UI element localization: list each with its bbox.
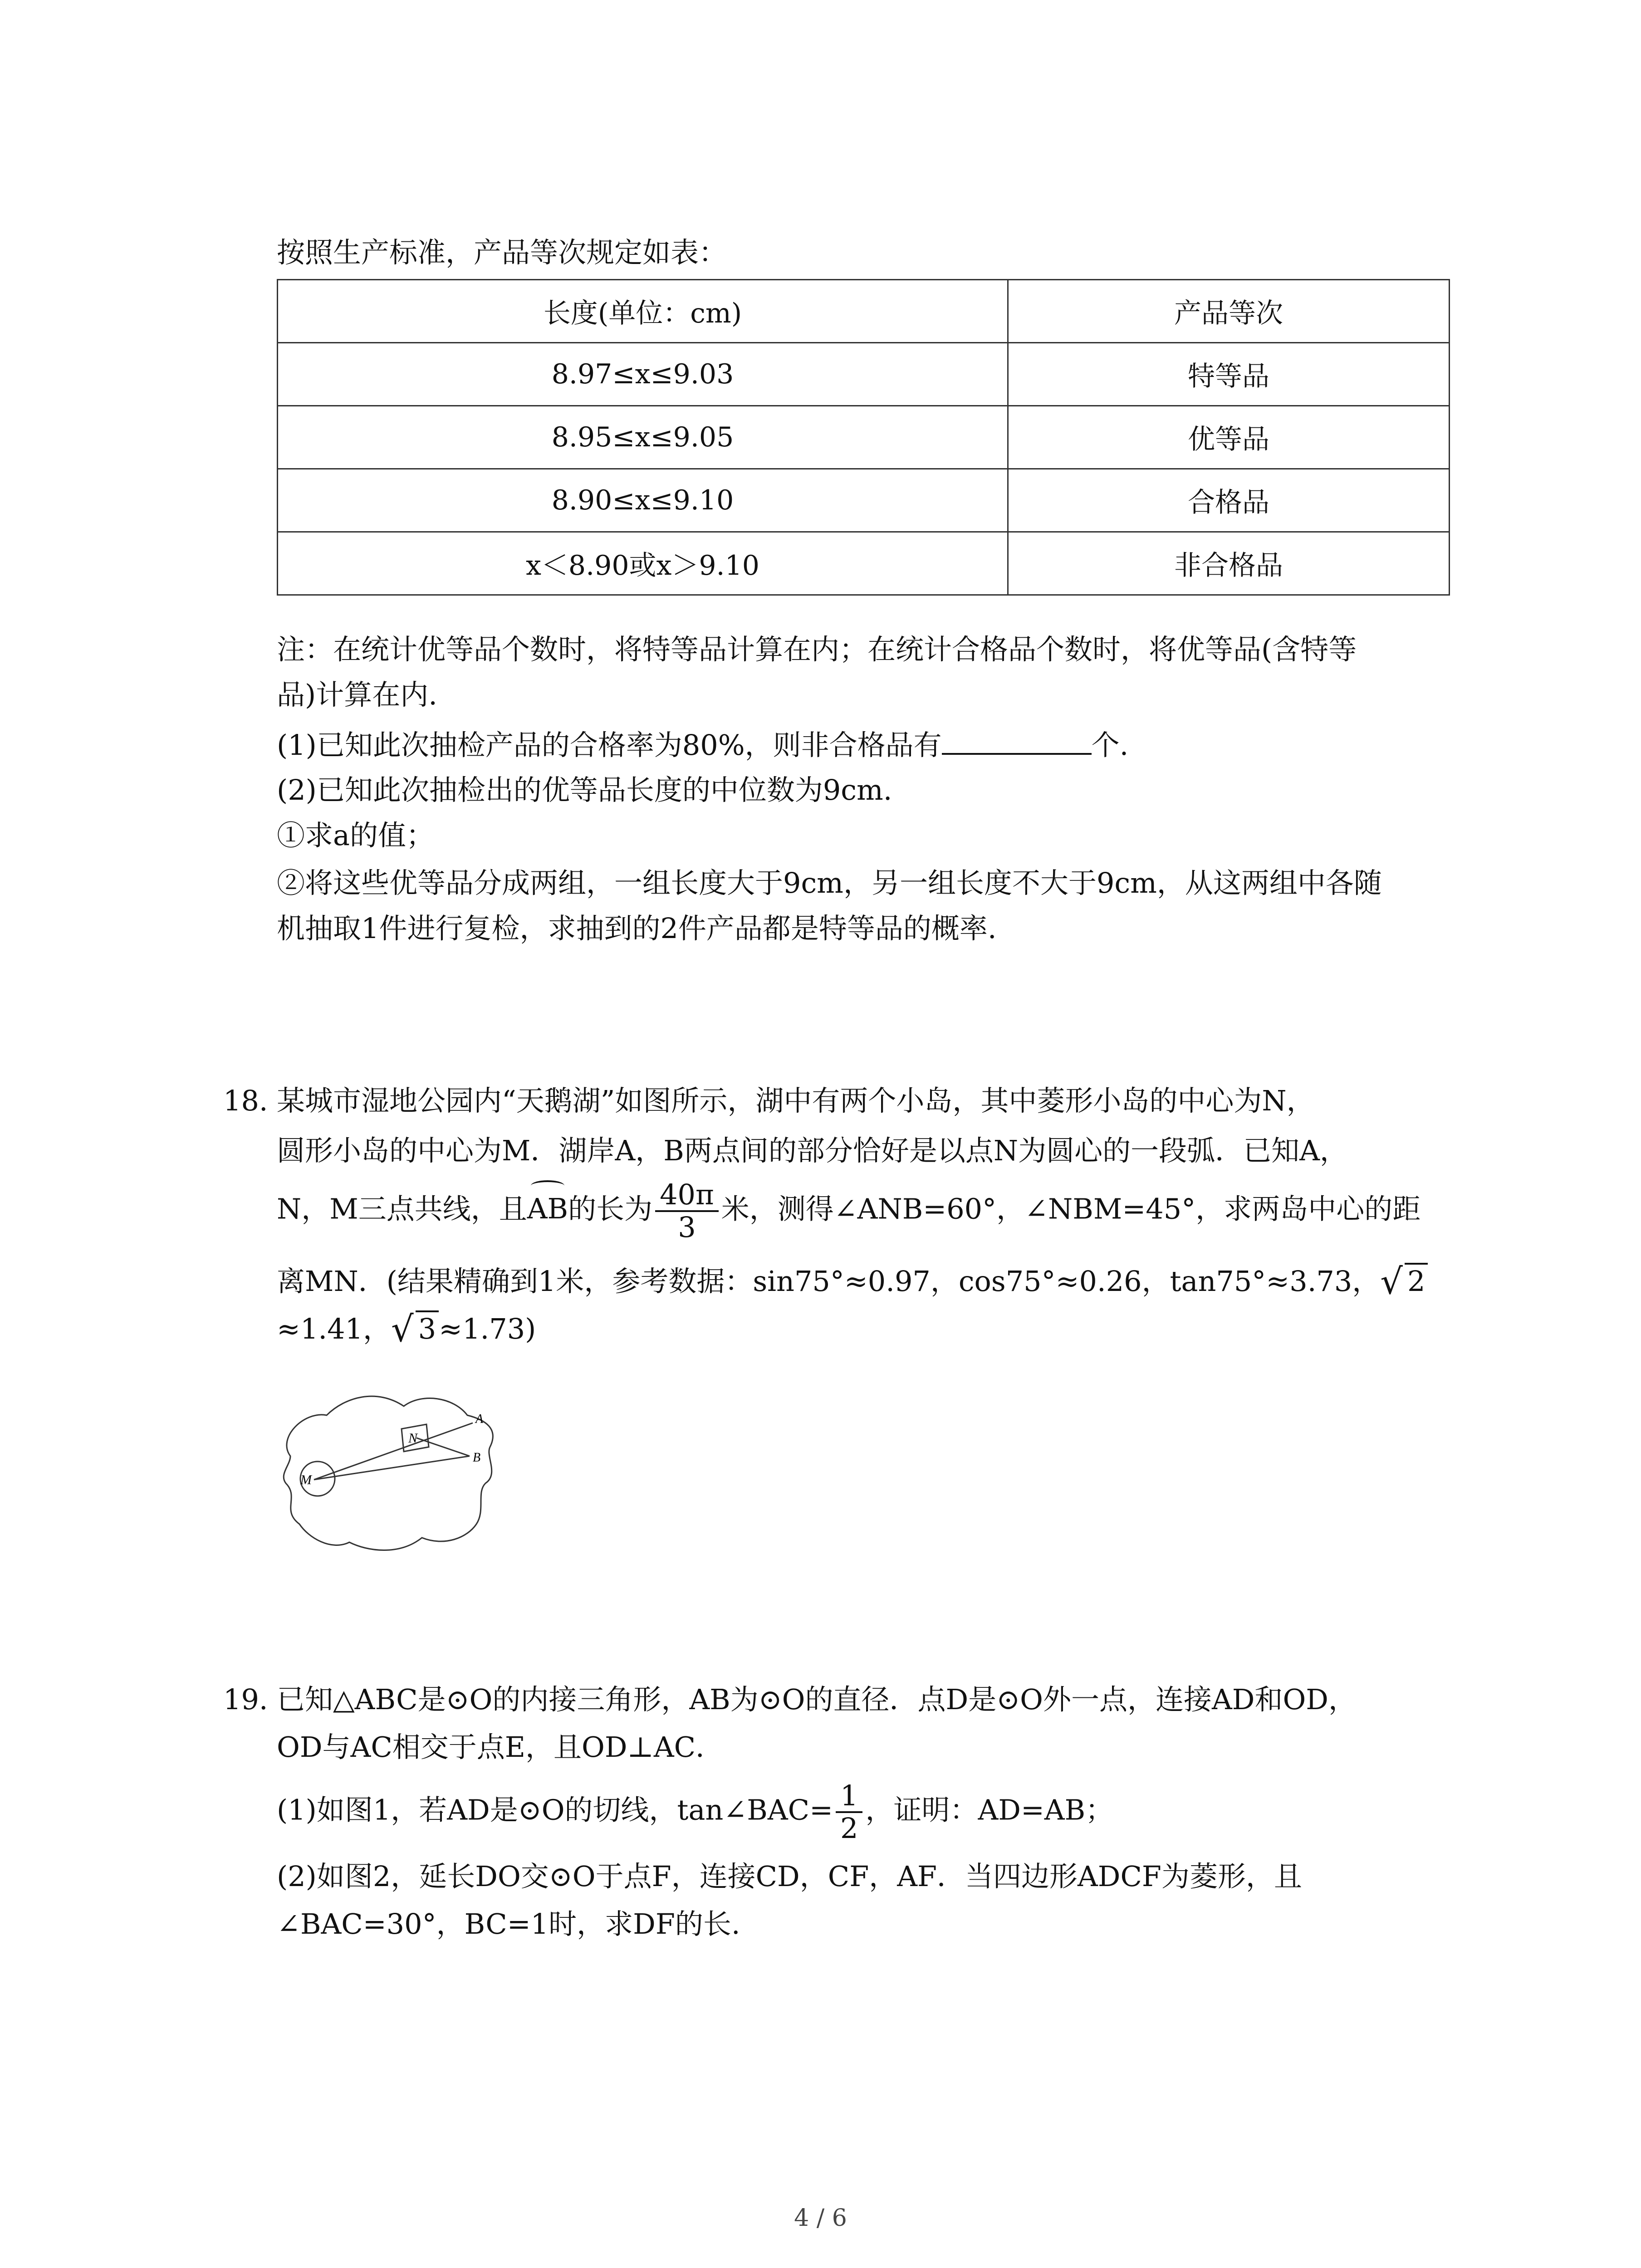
label-m: M	[300, 1472, 312, 1487]
q17-part1-tail: 个.	[1091, 728, 1129, 762]
cell-grade: 优等品	[1008, 406, 1450, 469]
q19-line-3-b: ，证明：AD=AB；	[865, 1793, 1114, 1827]
q19-line-5: ∠BAC=30°，BC=1时，求DF的长.	[277, 1907, 740, 1941]
q18-line-5-a: ≈1.41，	[277, 1312, 391, 1345]
cell-range: 8.97≤x≤9.03	[278, 343, 1008, 406]
q19-line-3	[277, 1780, 1113, 1844]
q18-line-3	[277, 1179, 1421, 1243]
sqrt-radicand: 3	[416, 1310, 439, 1346]
table-row	[278, 532, 1450, 595]
cell-range: 8.90≤x≤9.10	[278, 469, 1008, 532]
page-number: 4 / 6	[794, 2204, 847, 2232]
line-nb	[416, 1438, 470, 1456]
fraction-numerator: 1	[836, 1780, 862, 1813]
q18-line-4-a: 离MN．(结果精确到1米，参考数据：sin75°≈0.97，cos75°≈0.26，tan75°≈3.73，	[277, 1265, 1381, 1298]
header-grade: 产品等次	[1008, 280, 1450, 343]
fraction-1-2	[836, 1780, 862, 1844]
q17-part2-2b: 机抽取1件进行复检，求抽到的2件产品都是特等品的概率.	[277, 912, 997, 945]
q18-line-4	[277, 1261, 1428, 1304]
q18-number: 18.	[223, 1084, 268, 1117]
sqrt-icon: √	[391, 1309, 414, 1350]
answer-blank[interactable]	[942, 726, 1092, 755]
line-mb	[314, 1456, 470, 1480]
label-b: B	[473, 1451, 481, 1465]
header-length: 长度(单位：cm)	[278, 280, 1008, 343]
fraction-denominator: 3	[678, 1211, 696, 1244]
fraction-numerator: 40π	[655, 1179, 719, 1212]
cell-grade: 特等品	[1008, 343, 1450, 406]
q18-line-2: 圆形小岛的中心为M．湖岸A，B两点间的部分恰好是以点N为圆心的一段弧．已知A，	[277, 1134, 1348, 1167]
table-row	[278, 469, 1450, 532]
fraction-denominator: 2	[840, 1812, 858, 1845]
sqrt-icon: √	[1380, 1261, 1403, 1302]
table-row	[278, 406, 1450, 469]
lake-figure	[272, 1379, 526, 1560]
table-header-row	[278, 280, 1450, 343]
note-line-2: 品)计算在内.	[277, 678, 437, 711]
q18-line-3-b: 的长为	[568, 1192, 653, 1226]
q17-part1-text: (1)已知此次抽检产品的合格率为80%，则非合格品有	[277, 728, 942, 762]
cell-grade: 非合格品	[1008, 532, 1450, 595]
fraction-40pi-3	[655, 1179, 719, 1243]
q18-line-3-a: N，M三点共线，且	[277, 1192, 527, 1226]
arc-ab: AB	[527, 1192, 568, 1226]
q19-line-1: 已知△ABC是⊙O的内接三角形，AB为⊙O的直径．点D是⊙O外一点，连接AD和OD，	[277, 1683, 1357, 1716]
q18-line-5-b: ≈1.73)	[439, 1312, 536, 1345]
q19-line-4: (2)如图2，延长DO交⊙O于点F，连接CD，CF，AF．当四边形ADCF为菱形，且	[277, 1860, 1302, 1893]
q18-line-3-c: 米，测得∠ANB=60°，∠NBM=45°，求两岛中心的距	[721, 1192, 1421, 1226]
sqrt-radicand: 2	[1405, 1263, 1428, 1298]
label-a: A	[475, 1412, 484, 1426]
q19-number: 19.	[223, 1683, 268, 1716]
q17-part2-1: ①求a的值；	[277, 819, 434, 852]
label-n: N	[408, 1431, 418, 1446]
cell-grade: 合格品	[1008, 469, 1450, 532]
cell-range: 8.95≤x≤9.05	[278, 406, 1008, 469]
note-line-1: 注：在统计优等品个数时，将特等品计算在内；在统计合格品个数时，将优等品(含特等	[277, 633, 1357, 666]
q18-line-5	[277, 1309, 536, 1351]
q18-line-1: 某城市湿地公园内“天鹅湖”如图所示，湖中有两个小岛，其中菱形小岛的中心为N，	[277, 1084, 1315, 1117]
q17-part1	[277, 726, 1128, 762]
table-row	[278, 343, 1450, 406]
q17-part2: (2)已知此次抽检出的优等品长度的中位数为9cm.	[277, 773, 892, 807]
q17-part2-2a: ②将这些优等品分成两组，一组长度大于9cm，另一组长度不大于9cm，从这两组中各随	[277, 866, 1382, 899]
line-ma	[314, 1423, 473, 1480]
lake-shoreline	[284, 1396, 493, 1550]
q19-line-2: OD与AC相交于点E，且OD⊥AC．	[277, 1730, 724, 1764]
grade-table	[277, 279, 1450, 596]
table-intro: 按照生产标准，产品等次规定如表：	[277, 236, 727, 269]
cell-range: x＜8.90或x＞9.10	[278, 532, 1008, 595]
q19-line-3-a: (1)如图1，若AD是⊙O的切线，tan∠BAC=	[277, 1793, 833, 1827]
